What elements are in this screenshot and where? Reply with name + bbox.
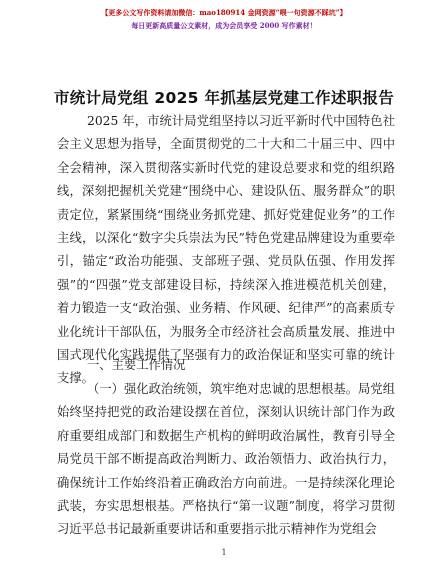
- page-number: 1: [221, 548, 227, 557]
- promo-banner: [0, 6, 448, 32]
- intro-paragraph: 2025 年，市统计局党组坚持以习近平新时代中国特色社会主义思想为指导，全面贯彻党的二十大和二十届三中、四中全会精神，深入贯彻落实新时代党的建设总要求和党的组织路线，深刻把握机关党建“围绕中心、建设队伍、服务群众”的职责定位，紧紧围绕“围绕业务抓党建、抓好党建促业务”的工作主线，以深化“数字尖兵崇法为民”特色党建品牌建设为重要牵引，锚定“政治功能强、支部班子强、党员队伍强、作用发挥强”的“四强”党支部建设目标，持续深入推进模范机关创建，着力锻造一支“政治强、业务精、作风硬、纪律严”的高素质专业化统计干部队伍，为服务全市经济社会高质量发展、推进中国式现代化实践提供了坚强有力的政治保证和坚实可靠的统计支撑。: [57, 114, 395, 386]
- promo-banner-line-2: 每日更新高质量公文素材，成为会员享受 2000 写作素材！: [131, 21, 317, 30]
- document-title: 市统计局党组 2025 年抓基层党建工作述职报告: [53, 89, 395, 107]
- section-paragraph: （一）强化政治统领，筑牢绝对忠诚的思想根基。局党组始终坚持把党的政治建设摆在首位，深刻认识统计部门作为政府重要组成部门和数据生产机构的鲜明政治属性，教育引导全局党员干部不断提高政治判断力、政治领悟力、政治执行力，确保统计工作始终沿着正确政治方向前进。一是持续深化理论武装，夯实思想根基。严格执行“第一议题”制度，将学习贯彻习近平总书记最新重要讲话和重要指示批示精神作为党组会: [57, 382, 395, 537]
- promo-banner-line-1: 【更多公文写作资料请加微信：mao180914 金网资源“喂一句资源不踩坑”】: [101, 8, 347, 17]
- section-heading: 一、主要工作情况: [87, 358, 186, 372]
